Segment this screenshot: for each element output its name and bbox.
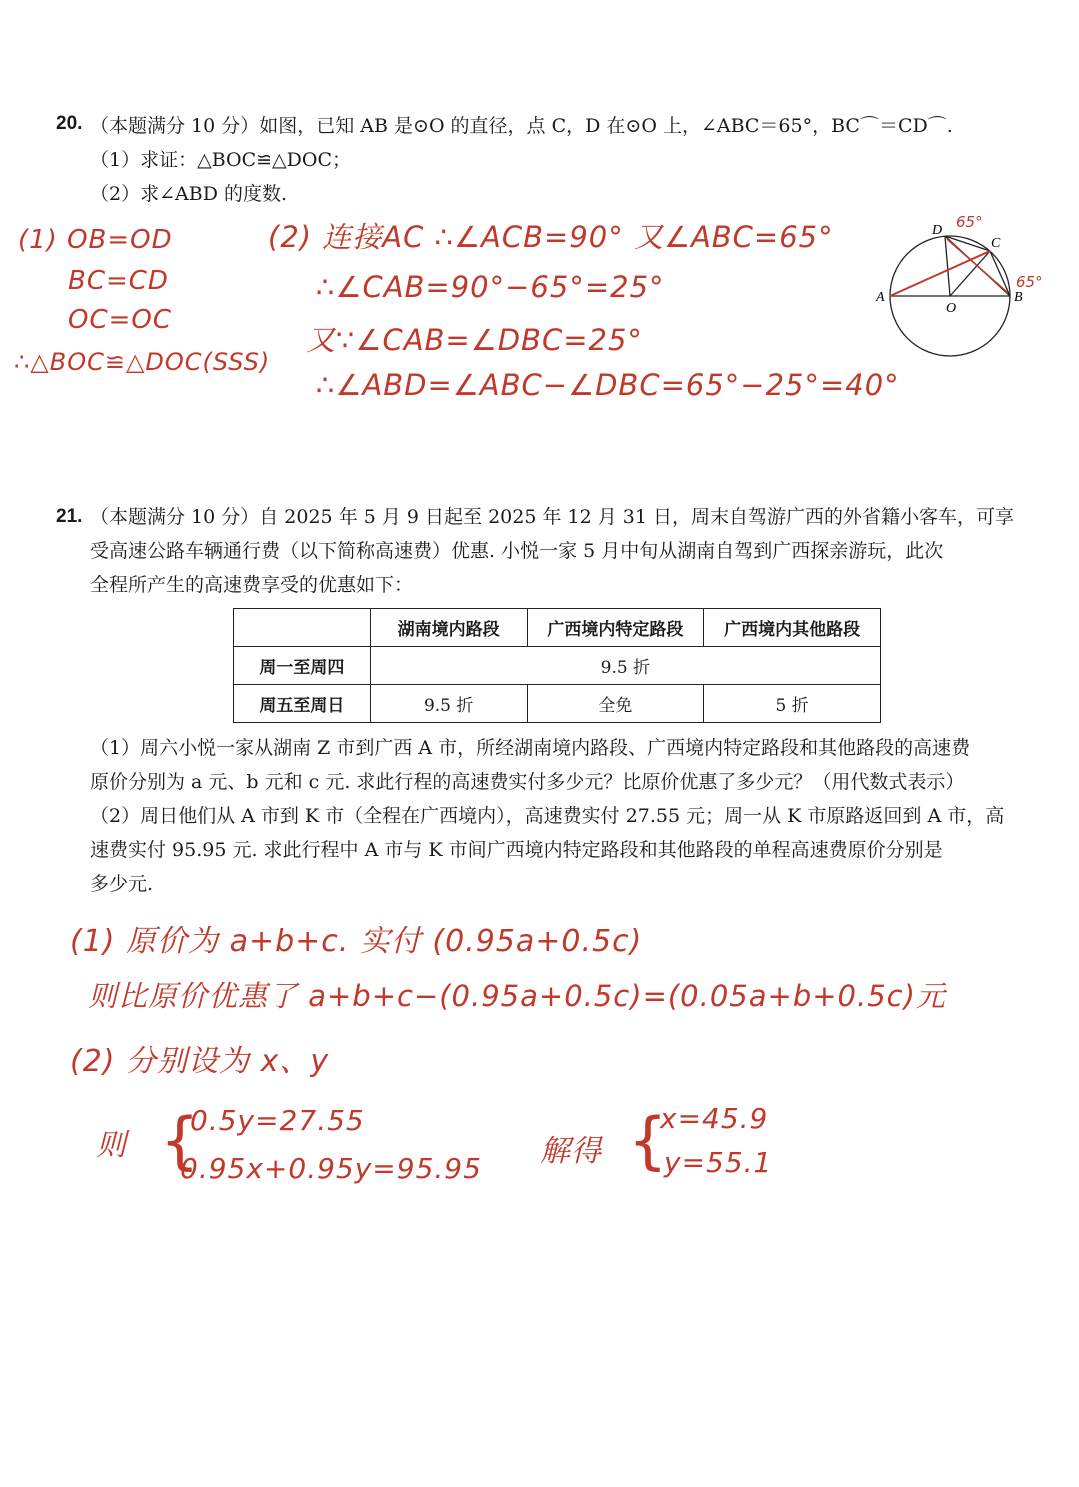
- hw-angle-d: 65°: [956, 213, 983, 231]
- q21-block: [0, 490, 1079, 1210]
- hw-brace: {: [628, 1104, 669, 1177]
- table-header-row: [234, 609, 881, 647]
- table-header: 广西境内特定路段: [527, 609, 704, 647]
- question-part-2-line: （2）周日他们从 A 市到 K 市（全程在广西境内），高速费实付 27.55 元；周一从 K 市原路返回到 A 市，高: [90, 805, 1005, 827]
- circle-figure: [870, 205, 1055, 365]
- question-part-1-line: （1）周六小悦一家从湖南 Z 市到广西 A 市，所经湖南境内路段、广西境内特定路段和其他路段的高速费: [90, 737, 971, 759]
- label-c: C: [991, 236, 1001, 251]
- table-header: 广西境内其他路段: [704, 609, 881, 647]
- question-part-1: （1）求证：△BOC≌△DOC；: [90, 149, 352, 171]
- hw-line: (1) 原价为 a+b+c. 实付 (0.95a+0.5c): [70, 924, 643, 959]
- question-part-2-line: 速费实付 95.95 元. 求此行程中 A 市与 K 市间广西境内特定路段和其他路段的单程高速费原价分别是: [90, 839, 943, 861]
- hw-line: y=55.1: [664, 1146, 773, 1179]
- question-number: 21.: [56, 506, 83, 527]
- hw-line: (2) 连接AC ∴∠ACB=90° 又∠ABC=65°: [268, 220, 834, 254]
- table-cell: 9.5 折: [370, 685, 527, 723]
- hw-line: 则: [96, 1128, 127, 1163]
- hw-line: 则比原价优惠了 a+b+c−(0.95a+0.5c)=(0.05a+b+0.5c)元: [88, 979, 946, 1013]
- label-a: A: [876, 290, 885, 305]
- question-stem-line: 受高速公路车辆通行费（以下简称高速费）优惠. 小悦一家 5 月中旬从湖南自驾到广西探亲游玩，此次: [90, 540, 944, 562]
- table-cell: 5 折: [704, 685, 881, 723]
- question-stem-line: （本题满分 10 分）自 2025 年 5 月 9 日起至 2025 年 12 月 31 日，周末自驾游广西的外省籍小客车，可享: [90, 506, 1014, 528]
- hw-line: (2) 分别设为 x、y: [70, 1044, 330, 1079]
- table-row: [234, 647, 881, 685]
- hw-line: 解得: [540, 1134, 602, 1169]
- table-corner-cell: [234, 609, 371, 647]
- label-d: D: [932, 223, 943, 238]
- question-stem: （本题满分 10 分）如图，已知 AB 是⊙O 的直径，点 C，D 在⊙O 上，∠ABC＝65°，BC⌒＝CD⌒.: [90, 115, 953, 137]
- segment-bc: [990, 251, 1010, 296]
- question-stem-line: 全程所产生的高速费享受的优惠如下：: [90, 574, 414, 596]
- table-row: [234, 685, 881, 723]
- hw-line: ∴∠ABD=∠ABC−∠DBC=65°−25°=40°: [316, 368, 900, 402]
- hw-line: x=45.9: [660, 1102, 769, 1135]
- question-part-2: （2）求∠ABD 的度数.: [90, 183, 288, 205]
- hw-brace: {: [160, 1104, 201, 1177]
- discount-table: [233, 608, 881, 723]
- hw-line: BC=CD: [68, 266, 169, 296]
- hw-line: ∴∠CAB=90°−65°=25°: [316, 270, 665, 304]
- label-o: O: [946, 301, 957, 316]
- hw-line: ∴△BOC≌△DOC(SSS): [14, 348, 271, 376]
- q20-block: [0, 0, 1079, 440]
- table-header: 湖南境内路段: [370, 609, 527, 647]
- table-cell: 9.5 折: [370, 647, 880, 685]
- segment-od: [945, 236, 950, 296]
- hw-line: OC=OC: [68, 305, 173, 335]
- hw-line: 0.95x+0.95y=95.95: [180, 1152, 482, 1185]
- table-row-label: 周一至周四: [234, 647, 371, 685]
- table-cell: 全免: [527, 685, 704, 723]
- hw-line: (1) OB=OD: [18, 225, 173, 255]
- table-row-label: 周五至周日: [234, 685, 371, 723]
- hw-line: 0.5y=27.55: [190, 1104, 365, 1137]
- question-part-2-line: 多少元.: [90, 873, 154, 895]
- hw-segment-ac: [890, 251, 990, 296]
- label-b: B: [1014, 290, 1023, 305]
- question-part-1-line: 原价分别为 a 元、b 元和 c 元. 求此行程的高速费实付多少元？比原价优惠了多少元？（用代数式表示）: [90, 771, 965, 793]
- hw-angle-b: 65°: [1016, 273, 1043, 291]
- segment-oc: [950, 251, 990, 296]
- question-number: 20.: [56, 113, 83, 134]
- hw-line: 又∵∠CAB=∠DBC=25°: [306, 323, 643, 357]
